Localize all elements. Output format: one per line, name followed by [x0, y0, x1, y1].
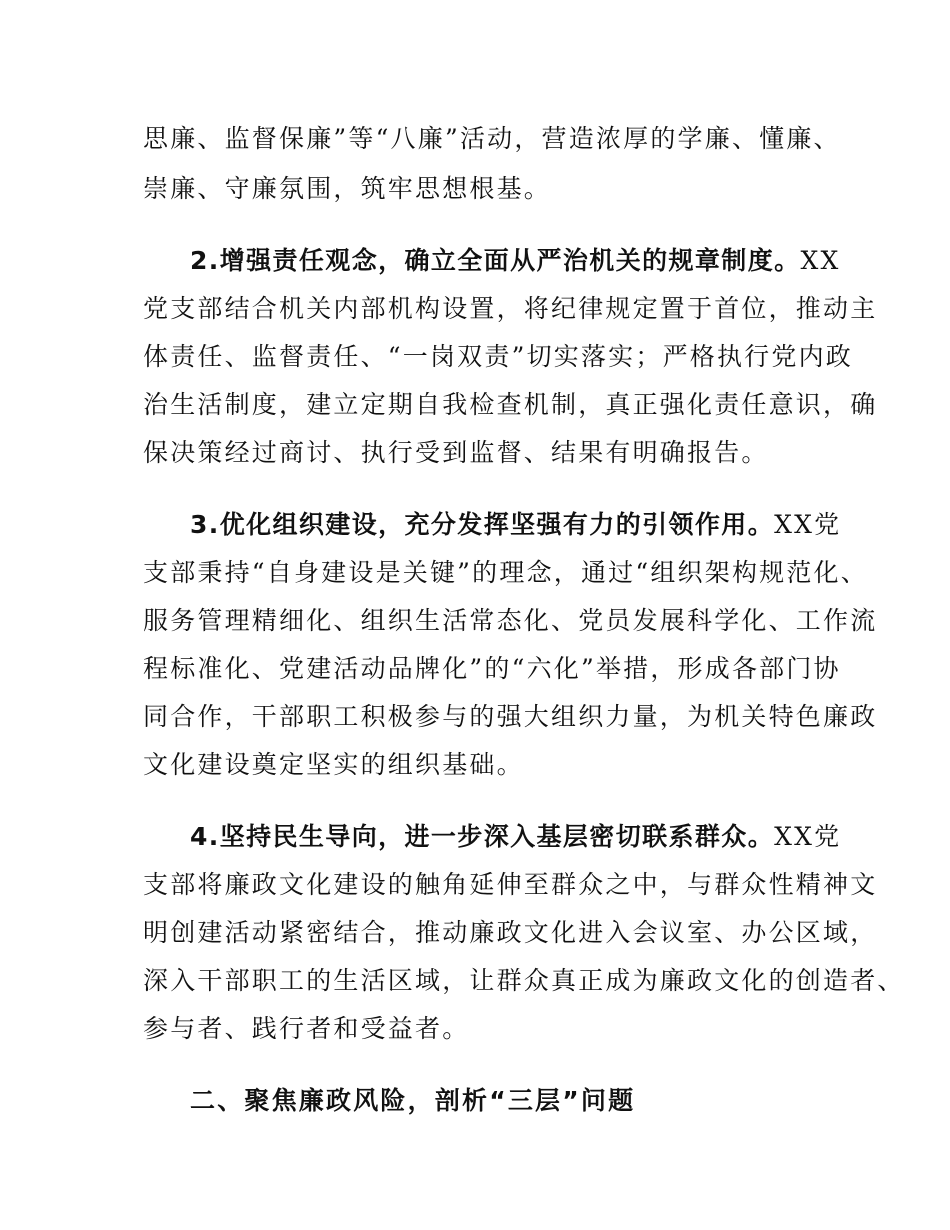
body-line: 支部将廉政文化建设的触角延伸至群众之中，与群众性精神文	[143, 870, 878, 899]
paragraph-2-tail: XX	[800, 246, 841, 275]
body-line: 党支部结合机关内部机构设置，将纪律规定置于首位，推动主	[143, 294, 878, 323]
paragraph-3-tail: XX党	[774, 510, 842, 539]
body-line: 支部秉持“自身建设是关键”的理念，通过“组织架构规范化、	[143, 558, 868, 587]
body-line: 体责任、监督责任、“一岗双责”切实落实；严格执行党内政	[143, 342, 853, 371]
body-line: 治生活制度，建立定期自我检查机制，真正强化责任意识，确	[143, 390, 878, 419]
paragraph-2-first-line	[190, 244, 841, 278]
body-line: 参与者、践行者和受益者。	[143, 1014, 470, 1043]
body-line: 文化建设奠定坚实的组织基础。	[143, 750, 524, 779]
body-line: 崇廉、守廉氛围，筑牢思想根基。	[143, 174, 552, 203]
paragraph-4-tail: XX党	[774, 822, 842, 851]
body-line: 同合作，干部职工积极参与的强大组织力量，为机关特色廉政	[143, 702, 878, 731]
paragraph-2-heading: 2.增强责任观念，确立全面从严治机关的规章制度。	[190, 246, 801, 275]
body-line: 程标准化、党建活动品牌化”的“六化”举措，形成各部门协	[143, 654, 841, 683]
body-line: 服务管理精细化、组织生活常态化、党员发展科学化、工作流	[143, 606, 878, 635]
paragraph-4-heading: 4.坚持民生导向，进一步深入基层密切联系群众。	[190, 822, 775, 851]
body-line: 保决策经过商讨、执行受到监督、结果有明确报告。	[143, 438, 769, 467]
paragraph-3-heading: 3.优化组织建设，充分发挥坚强有力的引领作用。	[190, 510, 775, 539]
body-line: 思廉、监督保廉”等“八廉”活动，营造浓厚的学廉、懂廉、	[143, 124, 841, 153]
body-line: 深入干部职工的生活区域，让群众真正成为廉政文化的创造者、	[143, 966, 905, 995]
body-line: 明创建活动紧密结合，推动廉政文化进入会议室、办公区域，	[143, 918, 878, 947]
section-heading: 二、聚焦廉政风险，剖析“三层”问题	[190, 1086, 636, 1115]
paragraph-3-first-line	[190, 508, 841, 542]
paragraph-4-first-line	[190, 820, 841, 854]
